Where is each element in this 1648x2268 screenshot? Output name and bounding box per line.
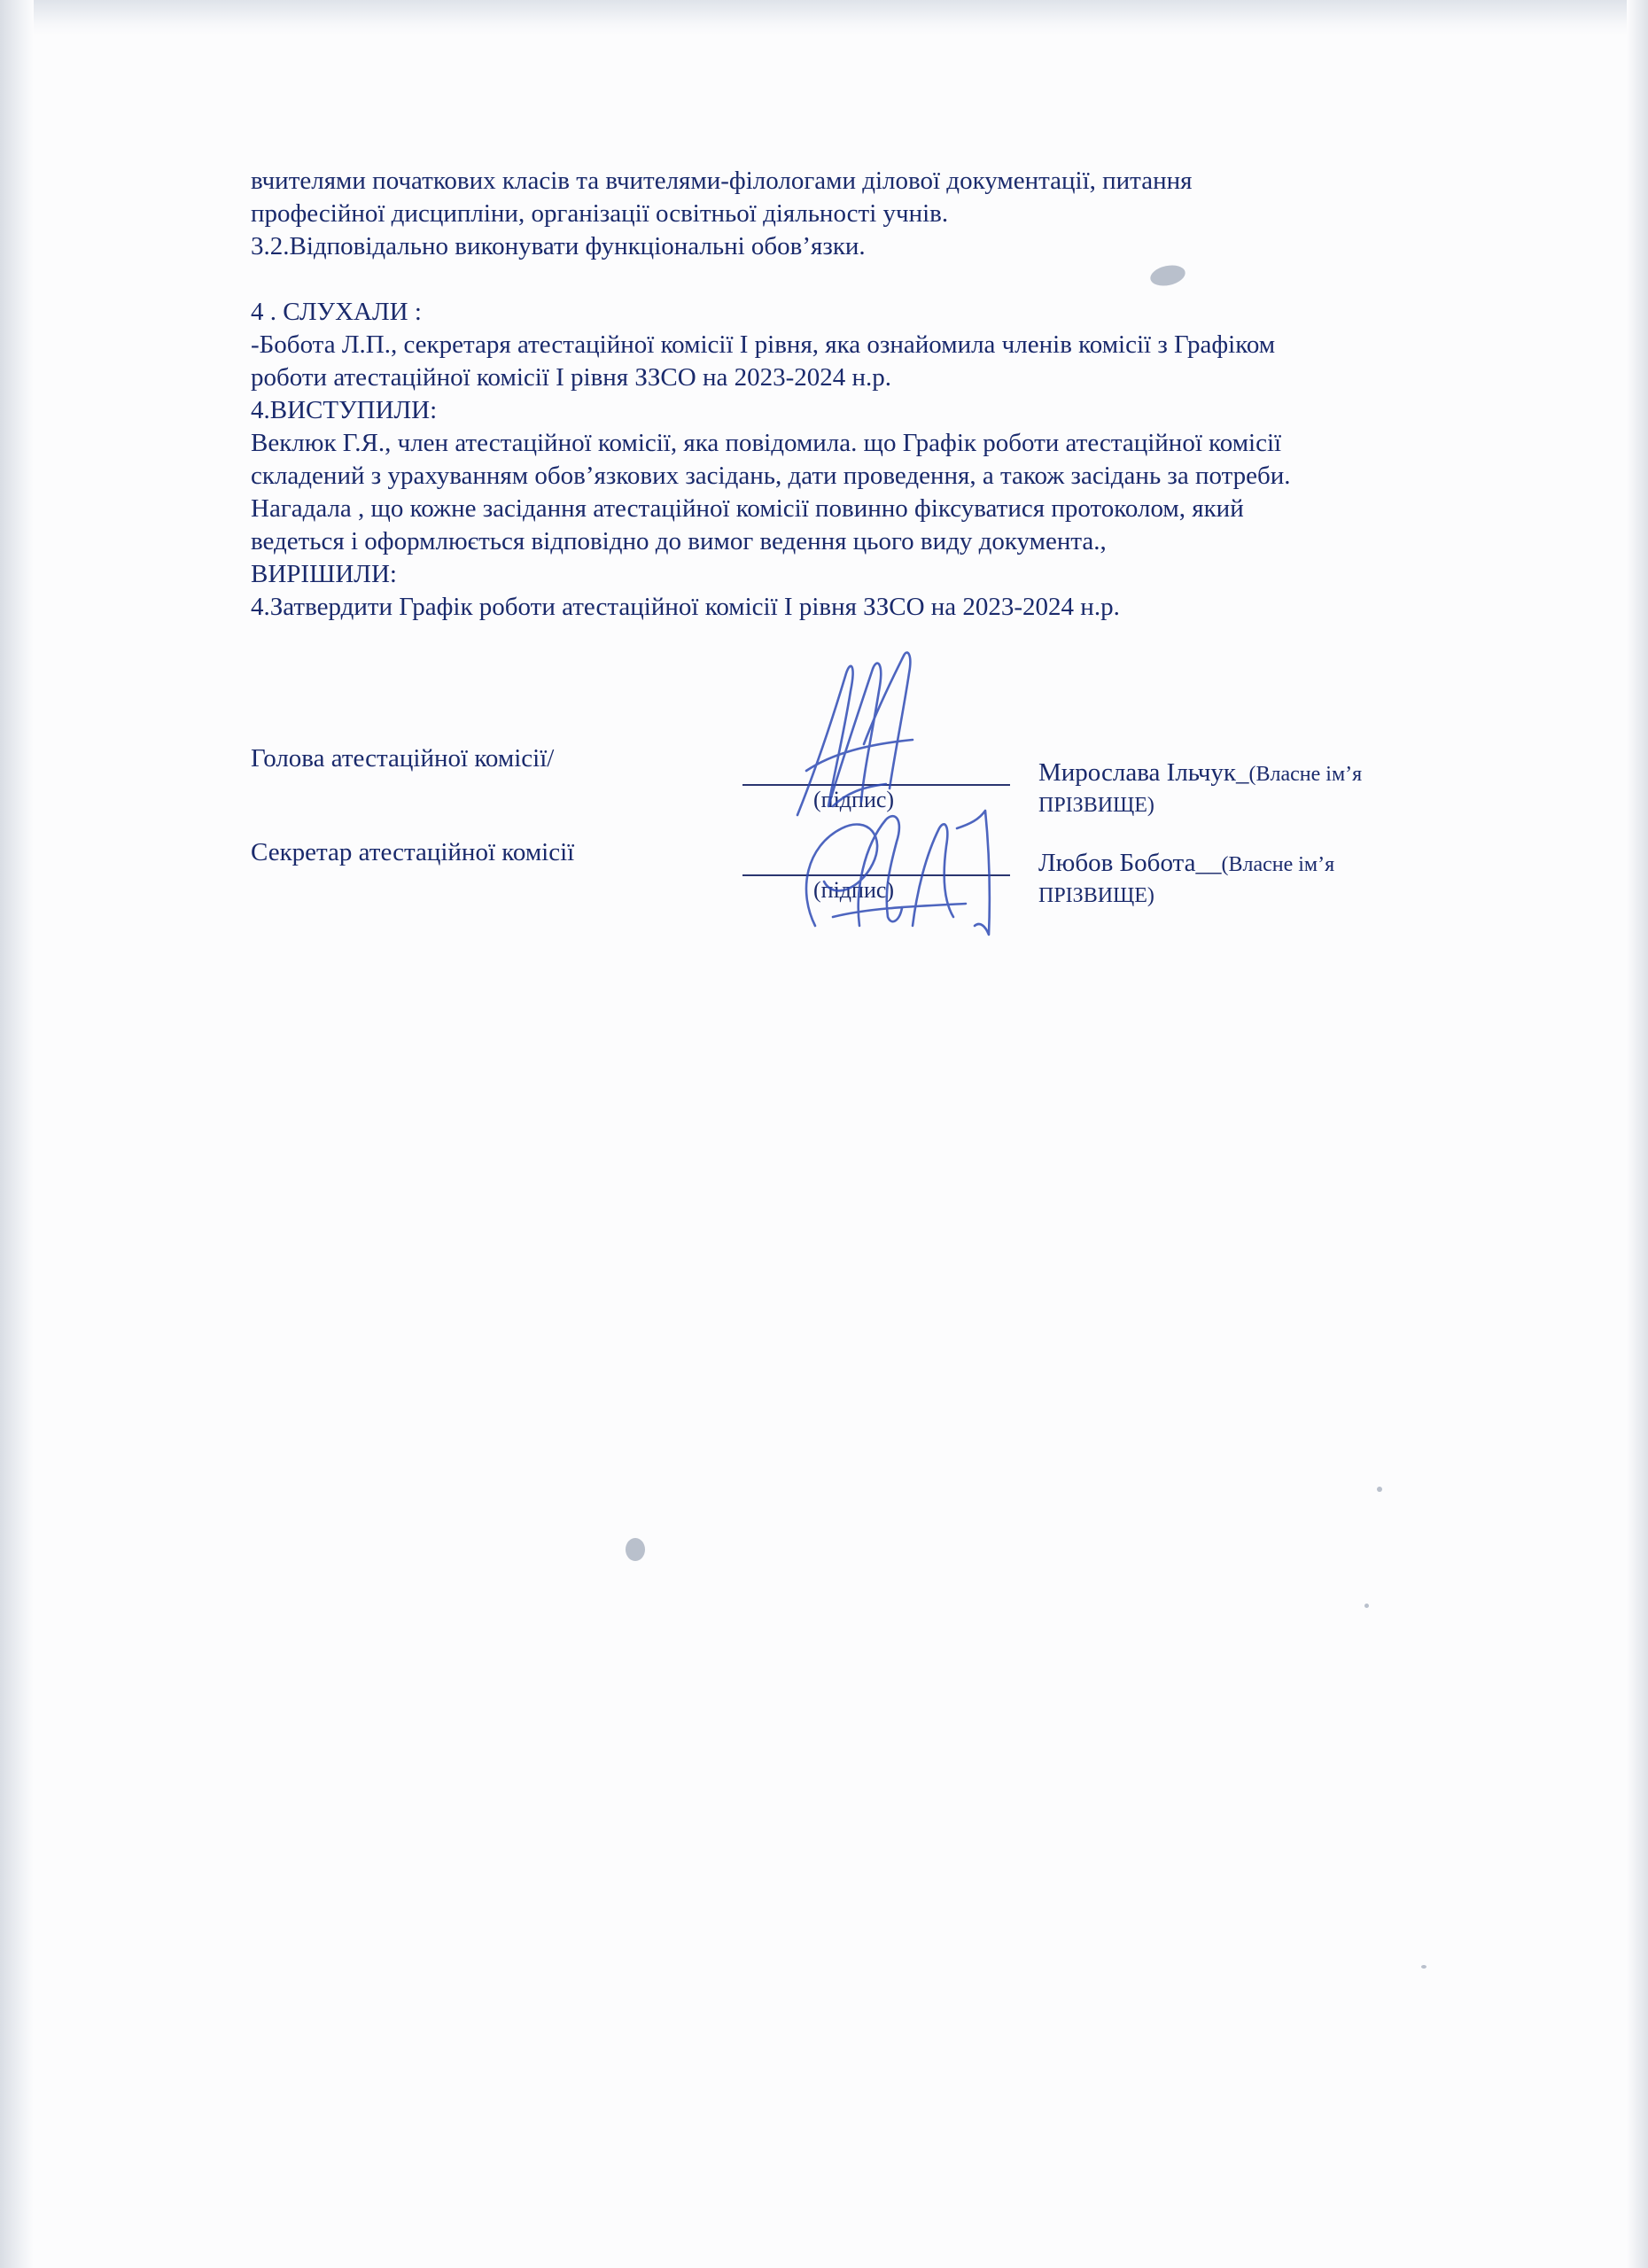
secretary-name-hint: (Власне ім’я [1221, 853, 1335, 876]
scan-speck [626, 1538, 645, 1561]
paragraph-line: роботи атестаційної комісії І рівня ЗЗСО на 2023-2024 н.р. [251, 363, 892, 392]
paragraph-line: складений з урахуванням обов’язкових засідань, дати проведення, а також засідань за потреби. [251, 462, 1291, 490]
chair-name-hint-2: ПРІЗВИЩЕ) [1038, 794, 1154, 817]
scan-speck [1377, 1487, 1382, 1492]
secretary-handwritten-signature [780, 793, 1010, 944]
section-heading-spoke: 4.ВИСТУПИЛИ: [251, 396, 438, 424]
paragraph-line: 4.Затвердити Графік роботи атестаційної комісії І рівня ЗЗСО на 2023-2024 н.р. [251, 593, 1120, 621]
secretary-name [1038, 849, 1334, 911]
scan-speck [1421, 1965, 1426, 1969]
secretary-name-hint-2: ПРІЗВИЩЕ) [1038, 884, 1154, 907]
scan-speck [1364, 1604, 1369, 1608]
section-heading-heard: 4 . СЛУХАЛИ : [251, 298, 422, 326]
scan-shadow-right [1627, 0, 1648, 2268]
paragraph-line: 3.2.Відповідально виконувати функціональні обов’язки. [251, 232, 866, 260]
chair-name-text: Мирослава Ільчук_ [1038, 758, 1249, 787]
section-heading-decided: ВИРІШИЛИ: [251, 560, 397, 588]
paragraph-spacer [251, 263, 1518, 296]
chair-name [1038, 758, 1362, 820]
secretary-name-text: Любов Бобота__ [1038, 849, 1222, 877]
paragraph-line: професійної дисципліни, організації освітньої діяльності учнів. [251, 199, 949, 228]
scan-shadow-left [0, 0, 34, 2268]
paragraph-line: Нагадала , що кожне засідання атестаційної комісії повинно фіксуватися протоколом, який [251, 494, 1244, 523]
paragraph-line: вчителями початкових класів та вчителями-філологами ділової документації, питання [251, 167, 1193, 195]
paragraph-line: Веклюк Г.Я., член атестаційної комісії, яка повідомила. що Графік роботи атестаційної комісії [251, 429, 1282, 457]
paragraph-line: ведеться і оформлюється відповідно до вимог ведення цього виду документа., [251, 527, 1107, 555]
scan-shadow-top [0, 0, 1648, 35]
document-body [251, 165, 1518, 624]
paragraph-line: -Бобота Л.П., секретаря атестаційної комісії І рівня, яка ознайомила членів комісії з Графіком [251, 330, 1276, 359]
chair-signature-caption: (підпис) [813, 787, 895, 812]
secretary-signature-caption: (підпис) [813, 877, 895, 903]
chair-name-hint: (Власне ім’я [1248, 763, 1363, 786]
secretary-role-label: Секретар атестаційної комісії [251, 838, 575, 866]
chair-role-label: Голова атестаційної комісії/ [251, 744, 555, 773]
